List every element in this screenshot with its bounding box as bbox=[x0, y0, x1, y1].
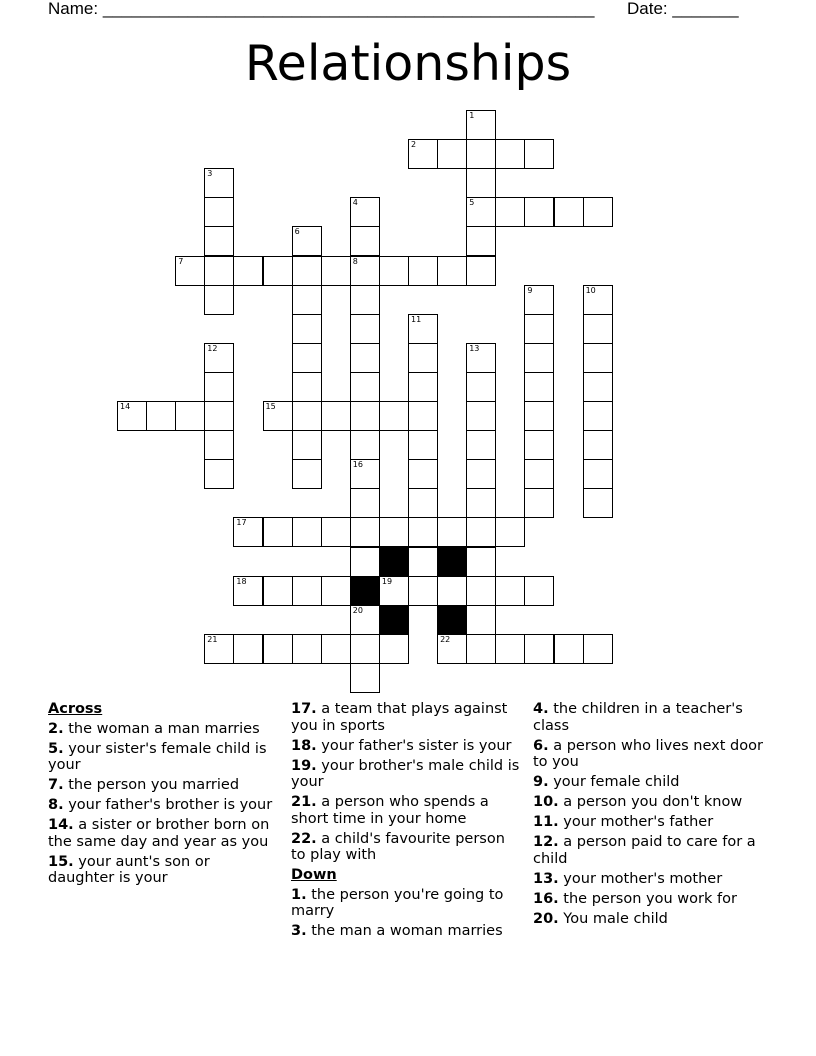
grid-cell[interactable] bbox=[495, 576, 525, 606]
clue-text: a child's favourite person to play with bbox=[291, 830, 505, 863]
clue-text: a sister or brother born on the same day and year as you bbox=[48, 817, 270, 850]
grid-cell[interactable] bbox=[204, 430, 234, 460]
clue-number: 17 bbox=[236, 518, 247, 528]
clue-number: 3 bbox=[207, 169, 213, 179]
across-heading: Across bbox=[48, 701, 103, 717]
across-clue bbox=[291, 701, 523, 734]
clue-number: 4 bbox=[352, 198, 358, 208]
clue-label: 8. bbox=[48, 797, 64, 813]
clue-text: your mother's father bbox=[563, 814, 714, 830]
grid-cell[interactable] bbox=[379, 634, 409, 664]
grid-cell[interactable] bbox=[350, 517, 380, 547]
clue-label: 2. bbox=[48, 720, 64, 737]
grid-cell[interactable] bbox=[408, 576, 438, 606]
grid-cell[interactable] bbox=[350, 459, 380, 489]
grid-cell[interactable] bbox=[408, 139, 438, 169]
grid-block bbox=[379, 547, 409, 577]
down-clue bbox=[291, 887, 523, 920]
clue-text: a team that plays against you in sports bbox=[291, 701, 508, 734]
across-clue bbox=[291, 831, 523, 864]
grid-cell[interactable] bbox=[350, 256, 380, 286]
across-clue bbox=[291, 794, 523, 827]
grid-cell[interactable] bbox=[350, 488, 380, 518]
grid-cell[interactable] bbox=[292, 576, 322, 606]
grid-cell[interactable] bbox=[321, 576, 351, 606]
clue-number: 9 bbox=[527, 285, 533, 295]
clue-number: 22 bbox=[440, 634, 451, 644]
grid-cell[interactable] bbox=[321, 517, 351, 547]
grid-cell[interactable] bbox=[292, 517, 322, 547]
clue-label: 1. bbox=[291, 886, 307, 903]
clue-label: 19. bbox=[291, 757, 317, 774]
grid-cell[interactable] bbox=[466, 634, 496, 664]
down-clue bbox=[533, 738, 765, 771]
page-title: Relationships bbox=[244, 35, 572, 92]
grid-cell[interactable] bbox=[466, 605, 496, 635]
grid-cell[interactable] bbox=[466, 343, 496, 373]
clue-text: the person you work for bbox=[563, 890, 737, 907]
grid-cell[interactable] bbox=[524, 634, 554, 664]
across-clue bbox=[48, 817, 280, 850]
grid-cell[interactable] bbox=[379, 576, 409, 606]
clue-number: 19 bbox=[381, 576, 393, 586]
grid-cell[interactable] bbox=[350, 197, 380, 227]
grid-cell[interactable] bbox=[554, 197, 584, 227]
grid-cell[interactable] bbox=[408, 459, 438, 489]
grid-cell[interactable] bbox=[175, 256, 205, 286]
down-heading: Down bbox=[291, 867, 337, 883]
grid-cell[interactable] bbox=[350, 343, 380, 373]
clue-text: the woman a man marries bbox=[68, 720, 260, 737]
clue-label: 13. bbox=[533, 870, 559, 887]
grid-cell[interactable] bbox=[350, 634, 380, 664]
grid-cell[interactable] bbox=[583, 488, 613, 518]
grid-cell[interactable] bbox=[408, 430, 438, 460]
grid-cell[interactable] bbox=[292, 256, 322, 286]
clue-text: your mother's mother bbox=[563, 870, 723, 887]
grid-cell[interactable] bbox=[583, 285, 613, 315]
grid-cell[interactable] bbox=[466, 256, 496, 286]
clue-number: 16 bbox=[352, 460, 363, 470]
grid-cell[interactable] bbox=[466, 110, 496, 140]
grid-cell[interactable] bbox=[350, 663, 380, 693]
clue-text: your brother's male child is your bbox=[291, 757, 520, 790]
grid-cell[interactable] bbox=[524, 576, 554, 606]
clue-text: a person who lives next door to you bbox=[533, 737, 763, 770]
grid-cell[interactable] bbox=[292, 226, 322, 256]
clue-label: 7. bbox=[48, 777, 64, 793]
grid-cell[interactable] bbox=[204, 226, 234, 256]
grid-cell[interactable] bbox=[524, 285, 554, 315]
grid-cell[interactable] bbox=[292, 401, 322, 431]
grid-cell[interactable] bbox=[263, 401, 293, 431]
across-clue bbox=[291, 738, 523, 755]
clue-label: 4. bbox=[533, 701, 549, 717]
grid-cell[interactable] bbox=[466, 517, 496, 547]
grid-cell[interactable] bbox=[583, 372, 613, 402]
grid-cell[interactable] bbox=[583, 430, 613, 460]
down-clue bbox=[533, 834, 765, 867]
across-clue bbox=[291, 758, 523, 791]
grid-cell[interactable] bbox=[292, 634, 322, 664]
clue-label: 3. bbox=[291, 923, 307, 939]
grid-cell[interactable] bbox=[321, 634, 351, 664]
clue-label: 21. bbox=[291, 794, 317, 810]
grid-cell[interactable] bbox=[524, 197, 554, 227]
grid-cell[interactable] bbox=[408, 488, 438, 518]
grid-cell[interactable] bbox=[263, 576, 293, 606]
grid-cell[interactable] bbox=[524, 401, 554, 431]
grid-cell[interactable] bbox=[524, 372, 554, 402]
clues-column-3 bbox=[533, 701, 765, 931]
clue-text: You male child bbox=[563, 910, 668, 927]
grid-cell[interactable] bbox=[495, 634, 525, 664]
clue-text: the person you married bbox=[68, 777, 240, 793]
grid-cell[interactable] bbox=[350, 605, 380, 635]
clue-number: 6 bbox=[294, 227, 300, 237]
grid-cell[interactable] bbox=[583, 343, 613, 373]
name-label: Name: bbox=[48, 0, 99, 18]
grid-cell[interactable] bbox=[350, 401, 380, 431]
clue-number: 21 bbox=[207, 634, 218, 644]
grid-cell[interactable] bbox=[466, 576, 496, 606]
clue-text: a person paid to care for a child bbox=[533, 834, 756, 867]
date-blank: _______ bbox=[672, 0, 739, 18]
grid-cell[interactable] bbox=[321, 401, 351, 431]
clue-text: your sister's female child is your bbox=[48, 740, 267, 773]
grid-cell[interactable] bbox=[263, 634, 293, 664]
clue-number: 10 bbox=[585, 285, 596, 295]
clue-text: the person you're going to marry bbox=[291, 886, 504, 919]
grid-cell[interactable] bbox=[379, 517, 409, 547]
grid-cell[interactable] bbox=[350, 285, 380, 315]
grid-cell[interactable] bbox=[583, 197, 613, 227]
grid-cell[interactable] bbox=[204, 343, 234, 373]
grid-cell[interactable] bbox=[350, 430, 380, 460]
clue-number: 7 bbox=[178, 256, 184, 266]
name-blank: ____________________________________________________ bbox=[102, 0, 595, 18]
grid-cell[interactable] bbox=[408, 256, 438, 286]
clue-number: 1 bbox=[469, 111, 475, 120]
grid-cell[interactable] bbox=[583, 314, 613, 344]
grid-cell[interactable] bbox=[408, 372, 438, 402]
clue-label: 14. bbox=[48, 817, 74, 833]
grid-cell[interactable] bbox=[350, 372, 380, 402]
clue-text: your female child bbox=[553, 774, 680, 790]
grid-cell[interactable] bbox=[350, 547, 380, 577]
grid-cell[interactable] bbox=[175, 401, 205, 431]
grid-cell[interactable] bbox=[408, 517, 438, 547]
grid-cell[interactable] bbox=[466, 401, 496, 431]
clue-number: 12 bbox=[207, 343, 218, 353]
grid-cell[interactable] bbox=[204, 401, 234, 431]
grid-cell[interactable] bbox=[583, 459, 613, 489]
across-clue bbox=[48, 797, 280, 814]
down-clue bbox=[291, 923, 523, 940]
down-clue bbox=[533, 814, 765, 831]
grid-cell[interactable] bbox=[204, 168, 234, 198]
grid-cell[interactable] bbox=[233, 634, 263, 664]
grid-cell[interactable] bbox=[466, 372, 496, 402]
grid-cell[interactable] bbox=[466, 430, 496, 460]
down-clue bbox=[533, 774, 765, 791]
grid-cell[interactable] bbox=[204, 634, 234, 664]
grid-cell[interactable] bbox=[495, 517, 525, 547]
grid-cell[interactable] bbox=[554, 634, 584, 664]
grid-cell[interactable] bbox=[292, 459, 322, 489]
clue-number: 20 bbox=[352, 605, 363, 615]
grid-cell[interactable] bbox=[437, 517, 467, 547]
grid-cell[interactable] bbox=[292, 285, 322, 315]
grid-cell[interactable] bbox=[524, 314, 554, 344]
clue-label: 5. bbox=[48, 740, 64, 757]
grid-cell[interactable] bbox=[379, 256, 409, 286]
grid-cell[interactable] bbox=[350, 226, 380, 256]
grid-cell[interactable] bbox=[437, 576, 467, 606]
down-clue bbox=[533, 871, 765, 888]
grid-cell[interactable] bbox=[292, 372, 322, 402]
grid-cell[interactable] bbox=[204, 372, 234, 402]
clue-label: 10. bbox=[533, 794, 559, 810]
grid-block bbox=[350, 576, 380, 606]
clue-label: 6. bbox=[533, 737, 549, 754]
clue-number: 5 bbox=[469, 198, 475, 208]
grid-cell[interactable] bbox=[466, 197, 496, 227]
grid-block bbox=[437, 547, 467, 577]
grid-cell[interactable] bbox=[204, 197, 234, 227]
grid-cell[interactable] bbox=[146, 401, 176, 431]
clue-number: 14 bbox=[120, 402, 131, 411]
down-clue bbox=[533, 911, 765, 928]
grid-cell[interactable] bbox=[437, 634, 467, 664]
across-clue bbox=[48, 721, 280, 738]
grid-cell[interactable] bbox=[204, 285, 234, 315]
grid-cell[interactable] bbox=[466, 547, 496, 577]
clue-label: 20. bbox=[533, 910, 559, 927]
grid-cell[interactable] bbox=[408, 314, 438, 344]
grid-block bbox=[379, 605, 409, 635]
grid-cell[interactable] bbox=[233, 256, 263, 286]
clue-text: a person who spends a short time in your home bbox=[291, 794, 489, 827]
grid-cell[interactable] bbox=[408, 547, 438, 577]
down-clue bbox=[533, 794, 765, 811]
grid-cell[interactable] bbox=[379, 401, 409, 431]
clue-number: 8 bbox=[352, 256, 358, 266]
grid-cell[interactable] bbox=[524, 430, 554, 460]
grid-cell[interactable] bbox=[466, 168, 496, 198]
clue-text: the children in a teacher's class bbox=[533, 701, 743, 734]
clue-label: 9. bbox=[533, 774, 549, 790]
clue-text: your father's brother is your bbox=[68, 797, 273, 813]
grid-cell[interactable] bbox=[408, 401, 438, 431]
date-label: Date: bbox=[627, 0, 668, 18]
grid-cell[interactable] bbox=[466, 139, 496, 169]
grid-cell[interactable] bbox=[263, 256, 293, 286]
clue-label: 11. bbox=[533, 814, 559, 830]
grid-cell[interactable] bbox=[524, 139, 554, 169]
grid-cell[interactable] bbox=[495, 139, 525, 169]
grid-cell[interactable] bbox=[204, 256, 234, 286]
clue-label: 12. bbox=[533, 834, 559, 850]
down-clue bbox=[533, 891, 765, 908]
clue-number: 13 bbox=[469, 343, 480, 353]
clues-column-1 bbox=[48, 701, 280, 890]
down-clue bbox=[533, 701, 765, 734]
grid-block bbox=[437, 605, 467, 635]
grid-cell[interactable] bbox=[583, 634, 613, 664]
grid-cell[interactable] bbox=[495, 197, 525, 227]
clue-number: 18 bbox=[236, 576, 247, 586]
clue-text: your aunt's son or daughter is your bbox=[48, 853, 210, 886]
grid-cell[interactable] bbox=[292, 430, 322, 460]
grid-cell[interactable] bbox=[437, 256, 467, 286]
grid-cell[interactable] bbox=[263, 517, 293, 547]
grid-cell[interactable] bbox=[437, 139, 467, 169]
clue-label: 17. bbox=[291, 701, 317, 717]
grid-cell[interactable] bbox=[233, 576, 263, 606]
clue-number: 11 bbox=[411, 314, 422, 324]
grid-cell[interactable] bbox=[117, 401, 147, 431]
grid-cell[interactable] bbox=[466, 488, 496, 518]
grid-cell[interactable] bbox=[466, 459, 496, 489]
grid-cell[interactable] bbox=[292, 314, 322, 344]
clue-label: 18. bbox=[291, 737, 317, 754]
clue-number: 2 bbox=[411, 140, 417, 150]
grid-cell[interactable] bbox=[204, 459, 234, 489]
clue-label: 16. bbox=[533, 890, 559, 907]
across-clue bbox=[48, 741, 280, 774]
across-clue bbox=[48, 854, 280, 887]
grid-cell[interactable] bbox=[524, 459, 554, 489]
clue-text: a person you don't know bbox=[563, 794, 743, 810]
grid-cell[interactable] bbox=[408, 343, 438, 373]
clue-text: your father's sister is your bbox=[321, 737, 512, 754]
clues-column-2 bbox=[291, 701, 523, 943]
grid-cell[interactable] bbox=[524, 343, 554, 373]
across-clue bbox=[48, 777, 280, 794]
grid-cell[interactable] bbox=[524, 488, 554, 518]
grid-cell[interactable] bbox=[233, 517, 263, 547]
clue-text: the man a woman marries bbox=[311, 923, 503, 939]
grid-cell[interactable] bbox=[466, 226, 496, 256]
clue-number: 15 bbox=[265, 402, 276, 411]
grid-cell[interactable] bbox=[292, 343, 322, 373]
grid-cell[interactable] bbox=[583, 401, 613, 431]
clue-label: 15. bbox=[48, 853, 74, 870]
grid-cell[interactable] bbox=[350, 314, 380, 344]
clue-label: 22. bbox=[291, 830, 317, 847]
grid-cell[interactable] bbox=[321, 256, 351, 286]
